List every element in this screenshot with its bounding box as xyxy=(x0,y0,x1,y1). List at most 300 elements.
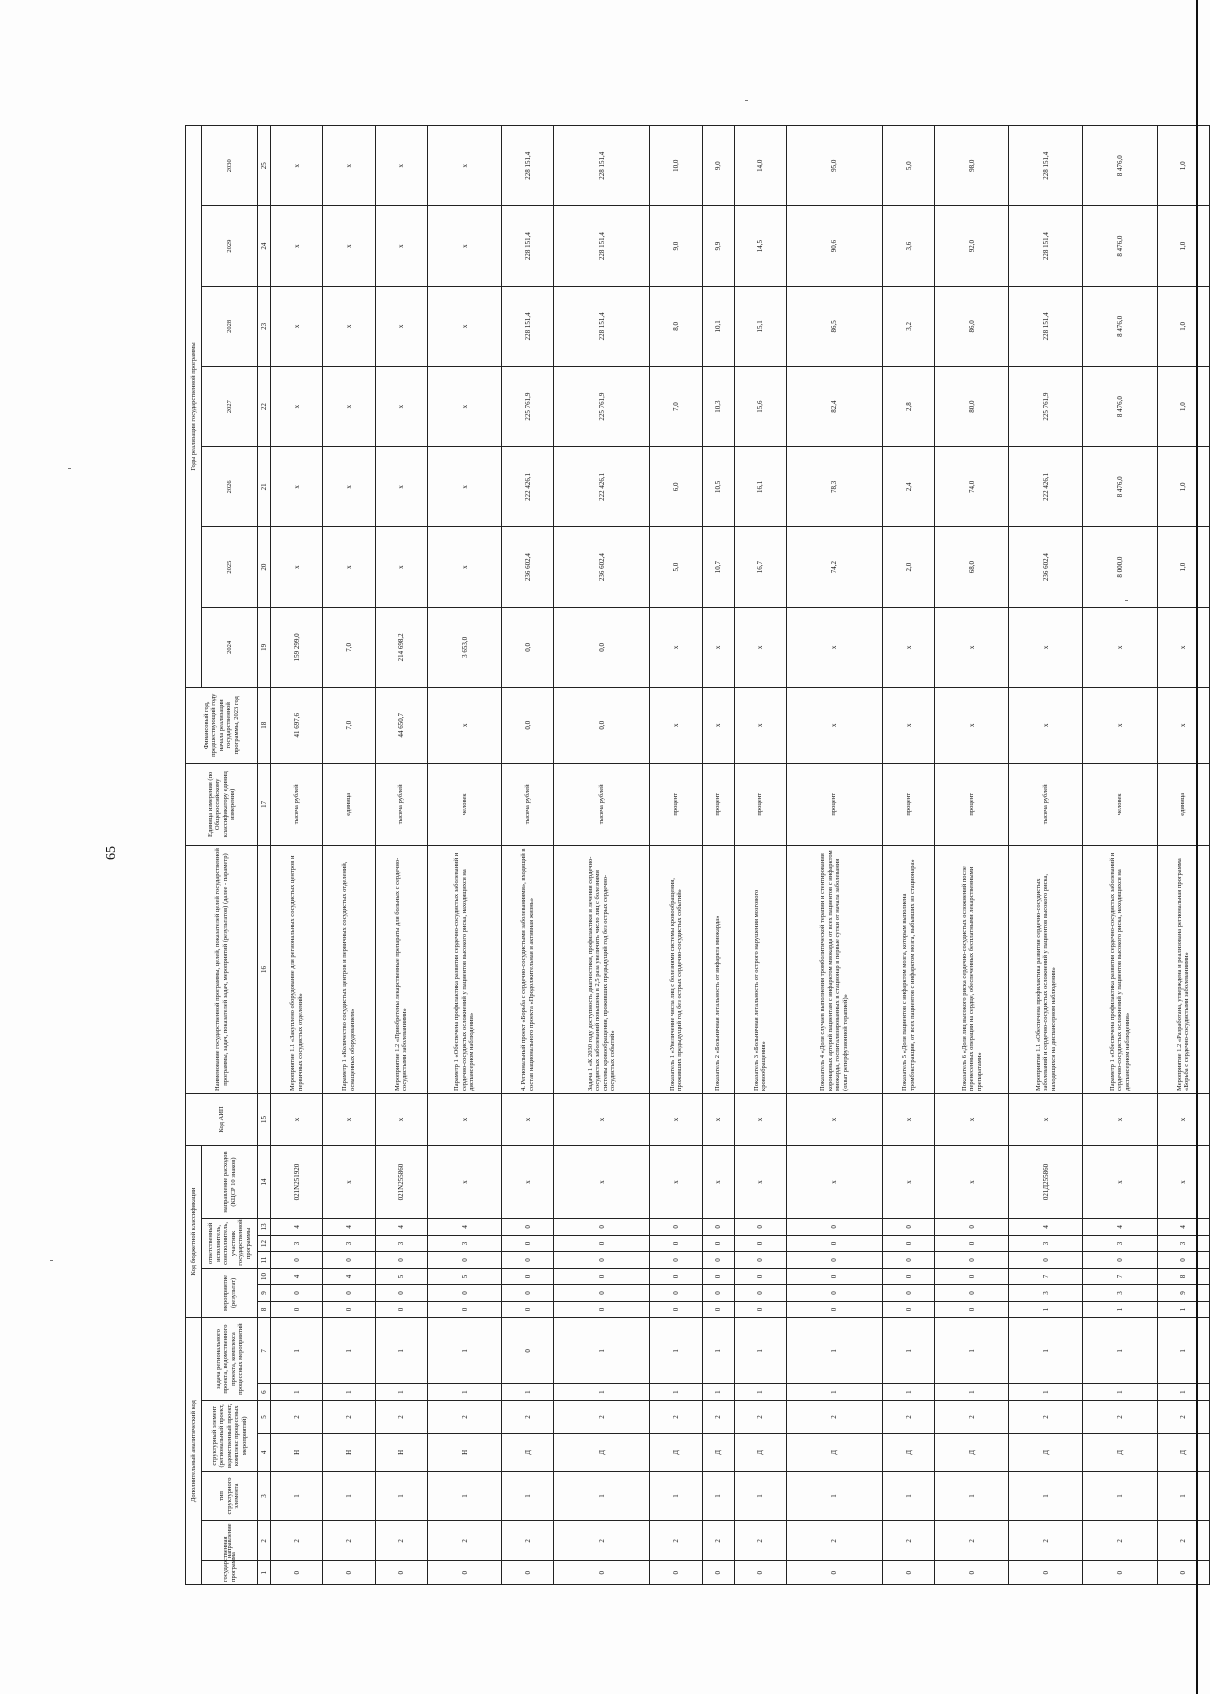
code-element: 2 xyxy=(935,1400,1009,1433)
year-value: 10,5 xyxy=(702,447,734,527)
year-value: 228 151,4 xyxy=(1009,126,1083,206)
year-value: x xyxy=(427,286,501,366)
year-value: 3,6 xyxy=(882,206,934,286)
code-task-num: 1 xyxy=(935,1318,1009,1384)
year-value: 222 426,1 xyxy=(1009,447,1083,527)
parameter-name: Мероприятие 1.1 «Обеспечена профилактика развития сердечно-сосудистых заболеваний и сердечно-сосудистых осложнений у пациентов высокого риска, находящихся на диспансерном наблюдении» xyxy=(1009,846,1083,1094)
code-exec-3: 4 xyxy=(271,1219,323,1236)
table-row xyxy=(502,126,554,1585)
code-gp: 0 xyxy=(271,1561,323,1585)
code-gp: 0 xyxy=(786,1561,882,1585)
year-value: 1,0 xyxy=(1157,286,1209,366)
year-value: 82,4 xyxy=(786,366,882,446)
table-row xyxy=(554,126,650,1585)
code-element-type: Д xyxy=(1009,1433,1083,1471)
code-exec-1: 0 xyxy=(271,1252,323,1269)
aip-code: x xyxy=(1009,1093,1083,1145)
base-year-value: 0,0 xyxy=(502,687,554,763)
unit-cell: процент xyxy=(935,763,1009,846)
code-task: 1 xyxy=(702,1384,734,1401)
year-value: 228 151,4 xyxy=(554,286,650,366)
code-element: 2 xyxy=(786,1400,882,1433)
code-exec-3: 0 xyxy=(882,1219,934,1236)
aip-code: x xyxy=(1157,1093,1209,1145)
code-type: 1 xyxy=(882,1471,934,1521)
year-value: 159 299,0 xyxy=(271,607,323,687)
code-event-3: 4 xyxy=(271,1268,323,1285)
code-event-2: 3 xyxy=(1009,1285,1083,1302)
kcsr-code: x xyxy=(554,1145,650,1218)
table-row xyxy=(1157,126,1209,1585)
kcsr-code: 021N255860 xyxy=(375,1145,427,1218)
code-direction: 2 xyxy=(734,1521,786,1561)
kcsr-code: 021N251920 xyxy=(271,1145,323,1218)
code-task-num: 1 xyxy=(734,1318,786,1384)
year-value: 2,4 xyxy=(882,447,934,527)
year-value: 228 151,4 xyxy=(1009,286,1083,366)
base-year-value: x xyxy=(882,687,934,763)
header-task: задача регионального проекта, ведомственного проекта, комплекса процессных мероприятий xyxy=(202,1318,258,1401)
header-year-2026: 2026 xyxy=(202,447,258,527)
year-value: 236 602,4 xyxy=(554,527,650,607)
code-event-3: 7 xyxy=(1009,1268,1083,1285)
year-value: 14,0 xyxy=(734,126,786,206)
year-value: 90,6 xyxy=(786,206,882,286)
code-event-1: 0 xyxy=(935,1301,1009,1318)
year-value: x xyxy=(786,607,882,687)
base-year-value: x xyxy=(935,687,1009,763)
column-number: 1 xyxy=(258,1561,271,1585)
base-year-value: x xyxy=(1009,687,1083,763)
year-value: 86,0 xyxy=(935,286,1009,366)
code-exec-3: 0 xyxy=(554,1219,650,1236)
code-element: 2 xyxy=(1157,1400,1209,1433)
code-exec-1: 0 xyxy=(786,1252,882,1269)
scan-mark xyxy=(1125,600,1128,601)
year-value: 236 602,4 xyxy=(502,527,554,607)
code-type: 1 xyxy=(1009,1471,1083,1521)
code-task: 1 xyxy=(554,1384,650,1401)
code-element-type: Д xyxy=(1157,1433,1209,1471)
code-element-type: Д xyxy=(882,1433,934,1471)
year-value: x xyxy=(271,286,323,366)
header-structural-element: структурный элемент (региональный проект, ведомственный проект, комплекс процессных мероприятий) xyxy=(202,1400,258,1471)
parameter-name: Мероприятие 1.1 «Закуплено оборудование для региональных сосудистых центров и первичных сосудистых отделений» xyxy=(271,846,323,1094)
code-type: 1 xyxy=(502,1471,554,1521)
base-year-value: 0,0 xyxy=(554,687,650,763)
header-parameter-name: Наименование государственной программы, целей, показателей целей государственной программы, задач, показателей задач, мероприятий (результатов) (далее - параметр) xyxy=(186,846,258,1094)
code-exec-3: 0 xyxy=(502,1219,554,1236)
kcsr-code: x xyxy=(935,1145,1009,1218)
code-type: 1 xyxy=(650,1471,702,1521)
base-year-value: 44 650,7 xyxy=(375,687,427,763)
year-value: 9,0 xyxy=(702,126,734,206)
code-direction: 2 xyxy=(1083,1521,1157,1561)
header-year-2030: 2030 xyxy=(202,126,258,206)
code-direction: 2 xyxy=(554,1521,650,1561)
table-row xyxy=(1083,126,1157,1585)
header-gp: государственная программа xyxy=(202,1561,258,1585)
column-number: 25 xyxy=(258,126,271,206)
scan-mark xyxy=(745,100,748,101)
table-row xyxy=(882,126,934,1585)
code-event-3: 4 xyxy=(323,1268,375,1285)
year-value: x xyxy=(734,607,786,687)
year-value: 214 698,2 xyxy=(375,607,427,687)
code-task-num: 1 xyxy=(271,1318,323,1384)
base-year-value: x xyxy=(786,687,882,763)
column-number: 24 xyxy=(258,206,271,286)
code-task-num: 1 xyxy=(1009,1318,1083,1384)
table-row xyxy=(1009,126,1083,1585)
year-value: x xyxy=(427,206,501,286)
code-exec-3: 0 xyxy=(786,1219,882,1236)
year-value: 10,0 xyxy=(650,126,702,206)
code-task: 1 xyxy=(502,1384,554,1401)
year-value: 8 476,0 xyxy=(1083,126,1157,206)
year-value: 228 151,4 xyxy=(554,206,650,286)
code-gp: 0 xyxy=(1083,1561,1157,1585)
table-row xyxy=(427,126,501,1585)
code-exec-2: 0 xyxy=(554,1235,650,1252)
code-exec-3: 0 xyxy=(702,1219,734,1236)
code-event-3: 0 xyxy=(650,1268,702,1285)
code-element: 2 xyxy=(375,1400,427,1433)
year-value: x xyxy=(271,527,323,607)
code-exec-2: 3 xyxy=(1157,1235,1209,1252)
year-value: 228 151,4 xyxy=(554,126,650,206)
code-event-1: 0 xyxy=(502,1301,554,1318)
year-value: x xyxy=(1009,607,1083,687)
program-table xyxy=(185,125,1210,1585)
year-value: 9,0 xyxy=(650,206,702,286)
header-year-2025: 2025 xyxy=(202,527,258,607)
code-gp: 0 xyxy=(702,1561,734,1585)
kcsr-code: x xyxy=(427,1145,501,1218)
code-exec-1: 0 xyxy=(650,1252,702,1269)
year-value: x xyxy=(935,607,1009,687)
column-number: 10 xyxy=(258,1268,271,1285)
code-type: 1 xyxy=(702,1471,734,1521)
code-gp: 0 xyxy=(650,1561,702,1585)
code-gp: 0 xyxy=(427,1561,501,1585)
code-exec-2: 0 xyxy=(786,1235,882,1252)
code-task-num: 0 xyxy=(502,1318,554,1384)
year-value: x xyxy=(323,527,375,607)
code-gp: 0 xyxy=(882,1561,934,1585)
code-element: 2 xyxy=(1083,1400,1157,1433)
header-budget-code: Код бюджетной классификации xyxy=(186,1145,202,1317)
year-value: 225 761,9 xyxy=(1009,366,1083,446)
year-value: 9,9 xyxy=(702,206,734,286)
header-year-2029: 2029 xyxy=(202,206,258,286)
year-value: x xyxy=(882,607,934,687)
code-exec-3: 4 xyxy=(323,1219,375,1236)
code-event-2: 3 xyxy=(1083,1285,1157,1302)
year-value: 68,0 xyxy=(935,527,1009,607)
code-event-1: 0 xyxy=(882,1301,934,1318)
code-gp: 0 xyxy=(935,1561,1009,1585)
code-type: 1 xyxy=(1083,1471,1157,1521)
year-value: 228 151,4 xyxy=(502,206,554,286)
parameter-name: Параметр 1 «Обеспечена профилактика развития сердечно-сосудистых заболеваний и сердечно-сосудистых осложнений у пациентов высокого риска, находящихся на диспансерном наблюдении» xyxy=(427,846,501,1094)
unit-cell: единица xyxy=(1157,763,1209,846)
code-task-num: 1 xyxy=(554,1318,650,1384)
kcsr-code: x xyxy=(786,1145,882,1218)
column-number: 12 xyxy=(258,1235,271,1252)
code-direction: 2 xyxy=(271,1521,323,1561)
code-direction: 2 xyxy=(882,1521,934,1561)
year-value: x xyxy=(323,447,375,527)
year-value: 7,0 xyxy=(323,607,375,687)
code-element-type: Д xyxy=(554,1433,650,1471)
kcsr-code: x xyxy=(1157,1145,1209,1218)
code-exec-3: 4 xyxy=(375,1219,427,1236)
code-task: 1 xyxy=(271,1384,323,1401)
code-task-num: 1 xyxy=(1083,1318,1157,1384)
year-value: x xyxy=(271,366,323,446)
code-event-1: 1 xyxy=(1009,1301,1083,1318)
code-gp: 0 xyxy=(323,1561,375,1585)
year-value: 86,5 xyxy=(786,286,882,366)
kcsr-code: x xyxy=(502,1145,554,1218)
aip-code: x xyxy=(882,1093,934,1145)
year-value: 10,1 xyxy=(702,286,734,366)
year-value: 74,0 xyxy=(935,447,1009,527)
year-value: 1,0 xyxy=(1157,366,1209,446)
code-element-type: Д xyxy=(786,1433,882,1471)
year-value: x xyxy=(375,447,427,527)
aip-code: x xyxy=(734,1093,786,1145)
code-event-2: 0 xyxy=(650,1285,702,1302)
code-element-type: Н xyxy=(427,1433,501,1471)
code-event-2: 0 xyxy=(734,1285,786,1302)
year-value: 222 426,1 xyxy=(554,447,650,527)
header-executor: ответственный исполнитель, соисполнитель, участник государственной программы xyxy=(202,1219,258,1269)
year-value: 228 151,4 xyxy=(502,126,554,206)
code-direction: 2 xyxy=(935,1521,1009,1561)
code-element-type: Д xyxy=(935,1433,1009,1471)
unit-cell: тысяча рублей xyxy=(554,763,650,846)
code-exec-2: 0 xyxy=(502,1235,554,1252)
code-direction: 2 xyxy=(1009,1521,1083,1561)
column-number: 19 xyxy=(258,607,271,687)
code-gp: 0 xyxy=(375,1561,427,1585)
code-event-1: 0 xyxy=(271,1301,323,1318)
code-task-num: 1 xyxy=(882,1318,934,1384)
parameter-name: Показатель 6 «Доля лиц высокого риска сердечно-сосудистых осложнений после перенесенных операции на сердце, обеспеченных бесплатными лекарственными препаратами» xyxy=(935,846,1009,1094)
code-event-2: 0 xyxy=(427,1285,501,1302)
year-value: x xyxy=(427,126,501,206)
header-base-year: Финансовый год, предшествующий году начала реализации государственной программы, 2023 год xyxy=(186,687,258,763)
code-event-3: 5 xyxy=(375,1268,427,1285)
code-gp: 0 xyxy=(734,1561,786,1585)
year-value: x xyxy=(427,447,501,527)
code-event-3: 0 xyxy=(502,1268,554,1285)
code-event-3: 0 xyxy=(786,1268,882,1285)
column-number: 15 xyxy=(258,1093,271,1145)
year-value: x xyxy=(702,607,734,687)
code-gp: 0 xyxy=(1009,1561,1083,1585)
code-element: 2 xyxy=(1009,1400,1083,1433)
code-event-2: 0 xyxy=(502,1285,554,1302)
parameter-name: Показатель 2 «Больничная летальность от инфаркта миокарда» xyxy=(702,846,734,1094)
year-value: 8,0 xyxy=(650,286,702,366)
code-event-3: 7 xyxy=(1083,1268,1157,1285)
column-number: 22 xyxy=(258,366,271,446)
code-task-num: 1 xyxy=(786,1318,882,1384)
year-value: 16,1 xyxy=(734,447,786,527)
code-event-2: 0 xyxy=(554,1285,650,1302)
code-exec-2: 3 xyxy=(427,1235,501,1252)
year-value: x xyxy=(271,447,323,527)
code-element-type: Н xyxy=(271,1433,323,1471)
code-event-3: 8 xyxy=(1157,1268,1209,1285)
code-task: 1 xyxy=(935,1384,1009,1401)
year-value: 228 151,4 xyxy=(1009,206,1083,286)
year-value: 80,0 xyxy=(935,366,1009,446)
header-expense-direction: направление расходов (КЦСР 10 знаков) xyxy=(202,1145,258,1218)
kcsr-code: x xyxy=(1083,1145,1157,1218)
unit-cell: тысяча рублей xyxy=(1009,763,1083,846)
code-event-1: 0 xyxy=(427,1301,501,1318)
year-value: 8 476,0 xyxy=(1083,206,1157,286)
header-year-2027: 2027 xyxy=(202,366,258,446)
code-exec-2: 0 xyxy=(650,1235,702,1252)
code-task: 1 xyxy=(1083,1384,1157,1401)
aip-code: x xyxy=(271,1093,323,1145)
code-task: 1 xyxy=(786,1384,882,1401)
year-value: 74,2 xyxy=(786,527,882,607)
code-exec-2: 3 xyxy=(323,1235,375,1252)
code-exec-1: 0 xyxy=(502,1252,554,1269)
code-exec-1: 0 xyxy=(375,1252,427,1269)
aip-code: x xyxy=(786,1093,882,1145)
header-direction: направление xyxy=(202,1521,258,1561)
code-event-3: 0 xyxy=(702,1268,734,1285)
year-value: 228 151,4 xyxy=(502,286,554,366)
base-year-value: x xyxy=(1083,687,1157,763)
year-value: 225 761,9 xyxy=(502,366,554,446)
code-element: 2 xyxy=(323,1400,375,1433)
unit-cell: процент xyxy=(786,763,882,846)
code-element-type: Н xyxy=(323,1433,375,1471)
code-type: 1 xyxy=(734,1471,786,1521)
code-task: 1 xyxy=(1157,1384,1209,1401)
column-number: 4 xyxy=(258,1433,271,1471)
unit-cell: процент xyxy=(702,763,734,846)
unit-cell: человек xyxy=(1083,763,1157,846)
year-value: x xyxy=(271,206,323,286)
base-year-value: x xyxy=(1157,687,1209,763)
header-years-group: Годы реализации государственной программы xyxy=(186,126,202,688)
header-aip-code: Код АИП xyxy=(186,1093,258,1145)
code-direction: 2 xyxy=(702,1521,734,1561)
code-element-type: Д xyxy=(650,1433,702,1471)
year-value: 1,0 xyxy=(1157,126,1209,206)
column-number: 8 xyxy=(258,1301,271,1318)
column-number: 23 xyxy=(258,286,271,366)
column-number: 13 xyxy=(258,1219,271,1236)
column-number: 9 xyxy=(258,1285,271,1302)
code-event-1: 0 xyxy=(323,1301,375,1318)
unit-cell: процент xyxy=(882,763,934,846)
code-exec-2: 3 xyxy=(271,1235,323,1252)
column-number: 2 xyxy=(258,1521,271,1561)
code-exec-3: 0 xyxy=(650,1219,702,1236)
parameter-name: Параметр 1 «Количество сосудистых центров и первичных сосудистых отделений, оснащенных оборудованием» xyxy=(323,846,375,1094)
header-year-2024: 2024 xyxy=(202,607,258,687)
table-row xyxy=(786,126,882,1585)
code-task-num: 1 xyxy=(1157,1318,1209,1384)
code-event-3: 5 xyxy=(427,1268,501,1285)
code-exec-1: 0 xyxy=(1009,1252,1083,1269)
scan-mark xyxy=(50,1260,53,1261)
table-row xyxy=(702,126,734,1585)
year-value: 225 761,9 xyxy=(554,366,650,446)
year-value: 5,0 xyxy=(650,527,702,607)
column-number: 21 xyxy=(258,447,271,527)
year-value: 14,5 xyxy=(734,206,786,286)
column-number: 17 xyxy=(258,763,271,846)
column-number: 16 xyxy=(258,846,271,1094)
unit-cell: тысяча рублей xyxy=(375,763,427,846)
code-event-2: 0 xyxy=(271,1285,323,1302)
header-analytic-code: Дополнительный аналитический код xyxy=(186,1318,202,1585)
year-value: 15,1 xyxy=(734,286,786,366)
year-value: x xyxy=(1157,607,1209,687)
code-task-num: 1 xyxy=(427,1318,501,1384)
year-value: x xyxy=(375,286,427,366)
code-event-1: 0 xyxy=(786,1301,882,1318)
code-exec-3: 4 xyxy=(1157,1219,1209,1236)
code-direction: 2 xyxy=(323,1521,375,1561)
code-gp: 0 xyxy=(502,1561,554,1585)
aip-code: x xyxy=(323,1093,375,1145)
code-exec-1: 0 xyxy=(935,1252,1009,1269)
code-event-2: 0 xyxy=(882,1285,934,1302)
code-exec-1: 0 xyxy=(702,1252,734,1269)
column-number-row xyxy=(258,126,271,1585)
code-element: 2 xyxy=(702,1400,734,1433)
year-value: x xyxy=(427,527,501,607)
scan-mark xyxy=(68,468,71,469)
code-exec-1: 0 xyxy=(323,1252,375,1269)
code-event-2: 0 xyxy=(323,1285,375,1302)
code-task: 1 xyxy=(375,1384,427,1401)
table-body xyxy=(271,126,1210,1585)
base-year-value: x xyxy=(427,687,501,763)
year-value: 8 476,0 xyxy=(1083,366,1157,446)
code-type: 1 xyxy=(935,1471,1009,1521)
code-event-2: 0 xyxy=(786,1285,882,1302)
year-value: 1,0 xyxy=(1157,206,1209,286)
parameter-name: Показатель 1 «Увеличение числа лиц с болезнями системы кровообращения, проживших предыдущий год без острых сердечно-сосудистых событий» xyxy=(650,846,702,1094)
kcsr-code: x xyxy=(734,1145,786,1218)
code-type: 1 xyxy=(786,1471,882,1521)
code-event-1: 1 xyxy=(1157,1301,1209,1318)
code-event-2: 9 xyxy=(1157,1285,1209,1302)
code-exec-1: 0 xyxy=(882,1252,934,1269)
year-value: 1,0 xyxy=(1157,447,1209,527)
year-value: 7,0 xyxy=(650,366,702,446)
year-value: x xyxy=(323,126,375,206)
code-element-type: Д xyxy=(502,1433,554,1471)
year-value: 236 602,4 xyxy=(1009,527,1083,607)
code-exec-2: 3 xyxy=(375,1235,427,1252)
year-value: 16,7 xyxy=(734,527,786,607)
code-exec-2: 0 xyxy=(882,1235,934,1252)
